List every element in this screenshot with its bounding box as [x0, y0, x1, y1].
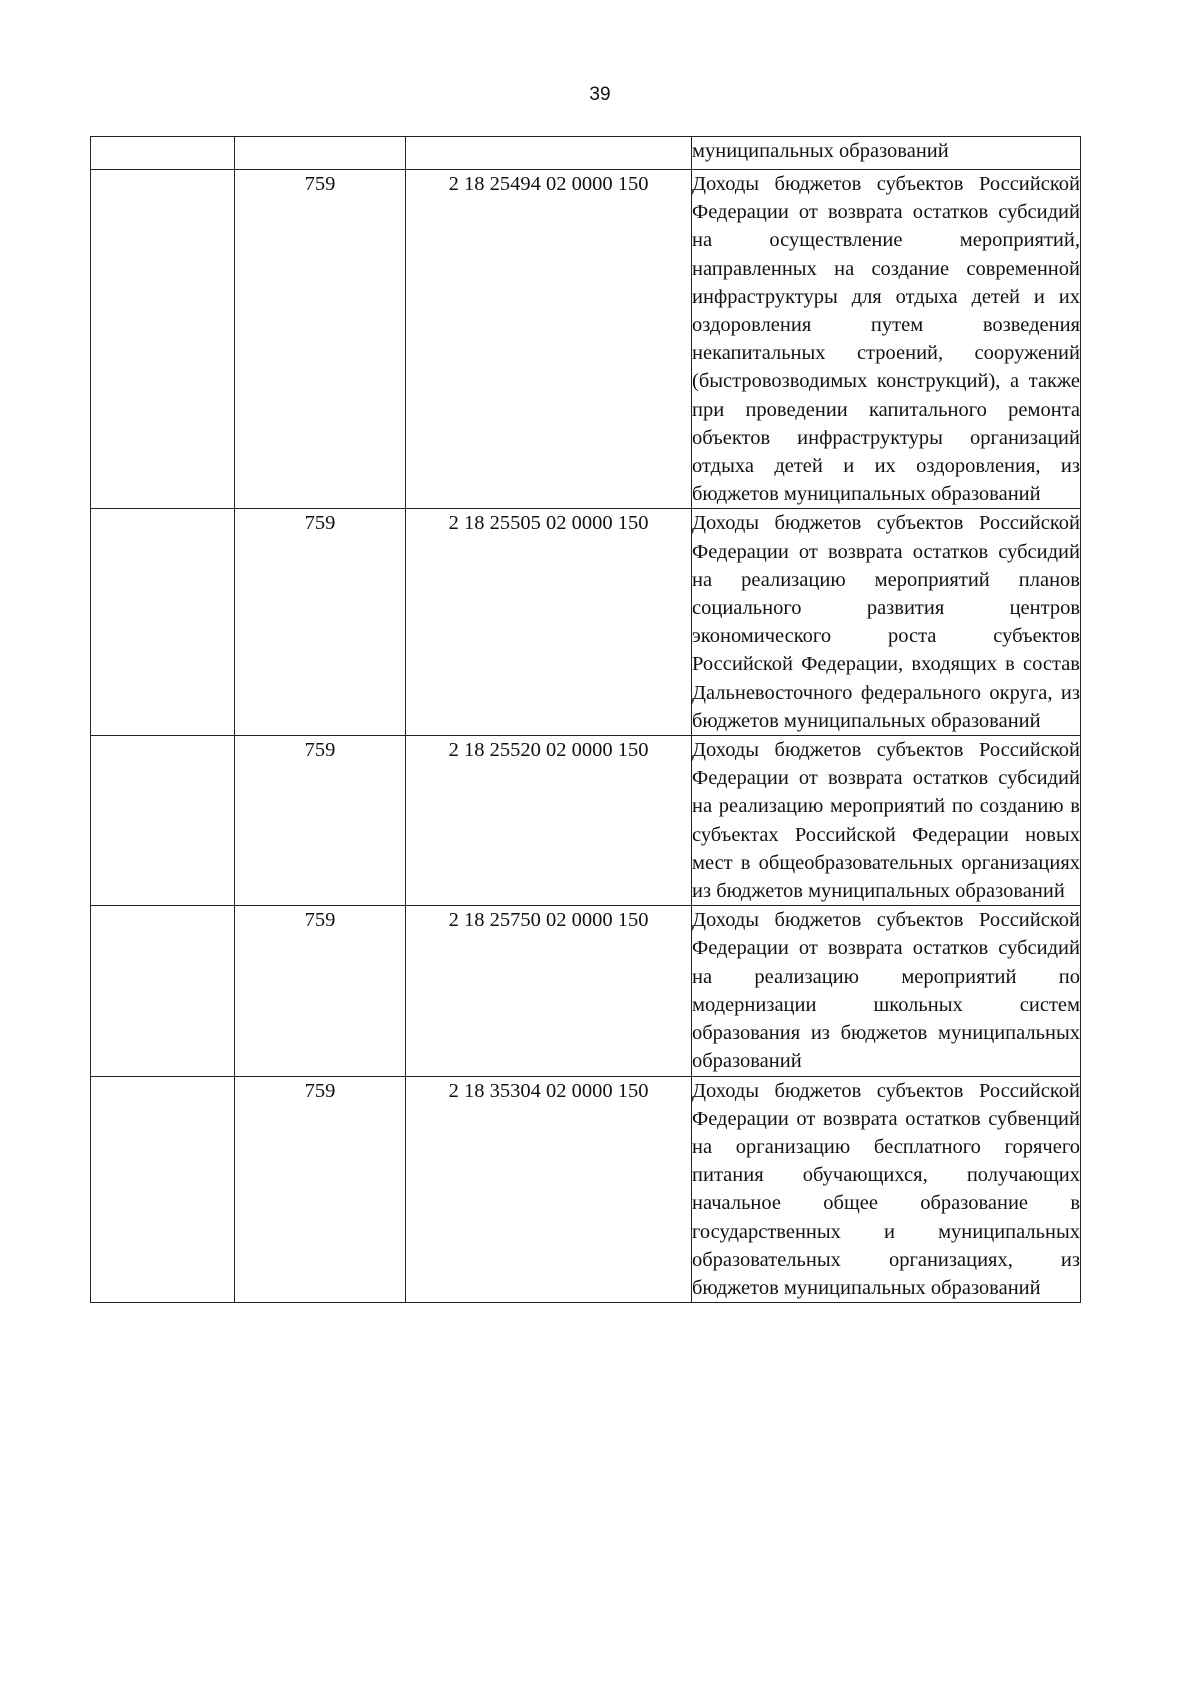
admin-code-cell: 759 — [235, 1076, 406, 1303]
admin-code-cell: 759 — [235, 170, 406, 509]
empty-cell — [91, 509, 235, 736]
table-row — [91, 509, 1081, 736]
table-row — [91, 736, 1081, 906]
admin-code-cell: 759 — [235, 906, 406, 1076]
admin-code-cell: 759 — [235, 736, 406, 906]
name-cell: Доходы бюджетов субъектов Российской Федерации от возврата остатков субсидий на реализацию мероприятий по модернизации школьных систем образования из бюджетов муниципальных образований — [692, 906, 1081, 1076]
budget-code-cell: 2 18 35304 02 0000 150 — [406, 1076, 692, 1303]
name-cell: муниципальных образований — [692, 137, 1081, 170]
table-row — [91, 906, 1081, 1076]
page-number: 39 — [589, 84, 611, 105]
budget-codes-table — [90, 136, 1081, 1303]
name-cell: Доходы бюджетов субъектов Российской Федерации от возврата остатков субвенций на организацию бесплатного горячего питания обучающихся, получающих начальное общее образование в государственных и муниципальных образовательных организациях, из бюджетов муниципальных образований — [692, 1076, 1081, 1303]
budget-code-cell: 2 18 25750 02 0000 150 — [406, 906, 692, 1076]
name-cell: Доходы бюджетов субъектов Российской Федерации от возврата остатков субсидий на реализацию мероприятий по созданию в субъектах Российской Федерации новых мест в общеобразовательных организациях из бюджетов муниципальных образований — [692, 736, 1081, 906]
name-cell: Доходы бюджетов субъектов Российской Федерации от возврата остатков субсидий на реализацию мероприятий планов социального развития центров экономического роста субъектов Российской Федерации, входящих в состав Дальневосточного федерального округа, из бюджетов муниципальных образований — [692, 509, 1081, 736]
budget-code-cell — [406, 137, 692, 170]
empty-cell — [91, 906, 235, 1076]
empty-cell — [91, 1076, 235, 1303]
admin-code-cell — [235, 137, 406, 170]
empty-cell — [91, 170, 235, 509]
budget-code-cell: 2 18 25520 02 0000 150 — [406, 736, 692, 906]
empty-cell — [91, 736, 235, 906]
table-row-continuation — [91, 137, 1081, 170]
name-cell: Доходы бюджетов субъектов Российской Федерации от возврата остатков субсидий на осуществление мероприятий, направленных на создание современной инфраструктуры для отдыха детей и их оздоровления путем возведения некапитальных строений, сооружений (быстровозводимых конструкций), а также при проведении капитального ремонта объектов инфраструктуры организаций отдыха детей и их оздоровления, из бюджетов муниципальных образований — [692, 170, 1081, 509]
budget-code-cell: 2 18 25505 02 0000 150 — [406, 509, 692, 736]
table-row — [91, 170, 1081, 509]
budget-code-cell: 2 18 25494 02 0000 150 — [406, 170, 692, 509]
admin-code-cell: 759 — [235, 509, 406, 736]
table-row — [91, 1076, 1081, 1303]
empty-cell — [91, 137, 235, 170]
